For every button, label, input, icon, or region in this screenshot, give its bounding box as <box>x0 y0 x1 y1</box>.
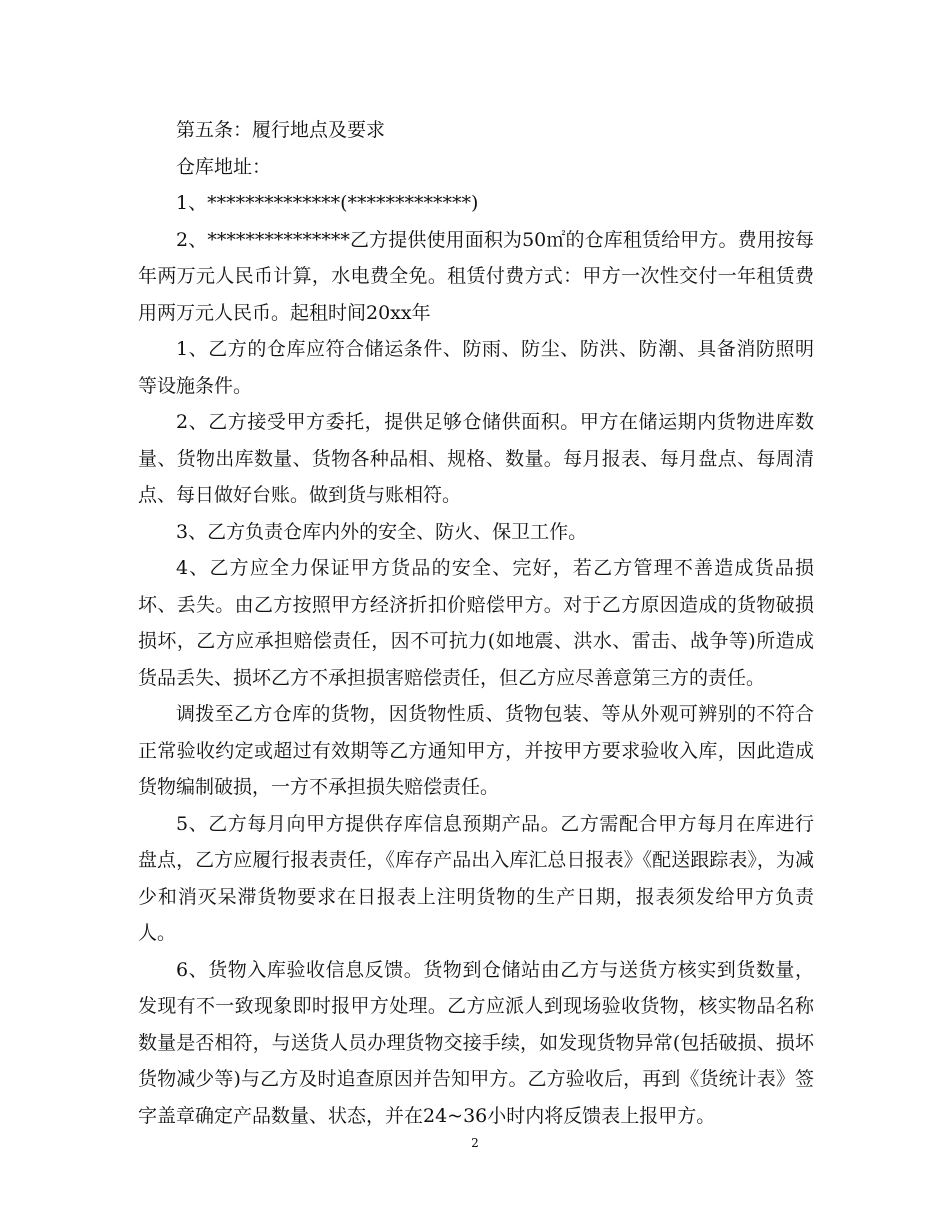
paragraph-transfer: 调拨至乙方仓库的货物，因货物性质、货物包装、等从外观可辨别的不符合正常验收约定或超过有效期等乙方通知甲方，并按甲方要求验收入库，因此造成货物编制破损，一方不承担损失赔偿责任。 <box>138 703 814 798</box>
paragraph-clause-5: 5、乙方每月向甲方提供存库信息预期产品。乙方需配合甲方每月在库进行盘点，乙方应履行报表责任，《库存产品出入库汇总日报表》《配送跟踪表》，为减少和消灭呆滞货物要求在日报表上注明货物的生产日期，报表须发给甲方负责人。 <box>138 812 814 944</box>
paragraph-clause-3: 3、乙方负责仓库内外的安全、防火、保卫工作。 <box>176 520 588 543</box>
paragraph-clause-6: 6、货物入库验收信息反馈。货物到仓储站由乙方与送货方核实到货数量，发现有不一致现象即时报甲方处理。乙方应派人到现场验收货物，核实物品名称数量是否相符，与送货人员办理货物交接手续，如发现货物异常(包括破损、损坏货物减少等)与乙方及时追查原因并告知甲方。乙方验收后，再到《货统计表》签字盖章确定产品数量、状态，并在24~36小时内将反馈表上报甲方。 <box>138 958 814 1127</box>
section-heading: 第五条：履行地点及要求 <box>176 119 386 141</box>
paragraph-address-1: 1、**************(*************) <box>176 192 479 214</box>
warehouse-address-label: 仓库地址： <box>176 155 272 178</box>
paragraph-clause-4: 4、乙方应全力保证甲方货品的安全、完好，若乙方管理不善造成货品损坏、丢失。由乙方按照甲方经济折扣价赔偿甲方。对于乙方原因造成的货物破损损坏，乙方应承担赔偿责任，因不可抗力(如地震、洪水、雷击、战争等)所造成货品丢失、损坏乙方不承担损害赔偿责任，但乙方应尽善意第三方的责任。 <box>138 557 814 689</box>
paragraph-address-2: 2、***************乙方提供使用面积为50㎡的仓库租赁给甲方。费用按每年两万元人民币计算，水电费全免。租赁付费方式：甲方一次性交付一年租赁费用两万元人民币。起租时间20xx年 <box>138 228 814 324</box>
paragraph-clause-2: 2、乙方接受甲方委托，提供足够仓储供面积。甲方在储运期内货物进库数量、货物出库数量、货物各种品相、规格、数量。每月报表、每月盘点、每周清点、每日做好台账。做到货与账相符。 <box>138 411 814 506</box>
document-body <box>138 112 814 1134</box>
page-number: 2 <box>471 1136 479 1150</box>
paragraph-clause-1: 1、乙方的仓库应符合储运条件、防雨、防尘、防洪、防潮、具备消防照明等设施条件。 <box>138 338 814 397</box>
